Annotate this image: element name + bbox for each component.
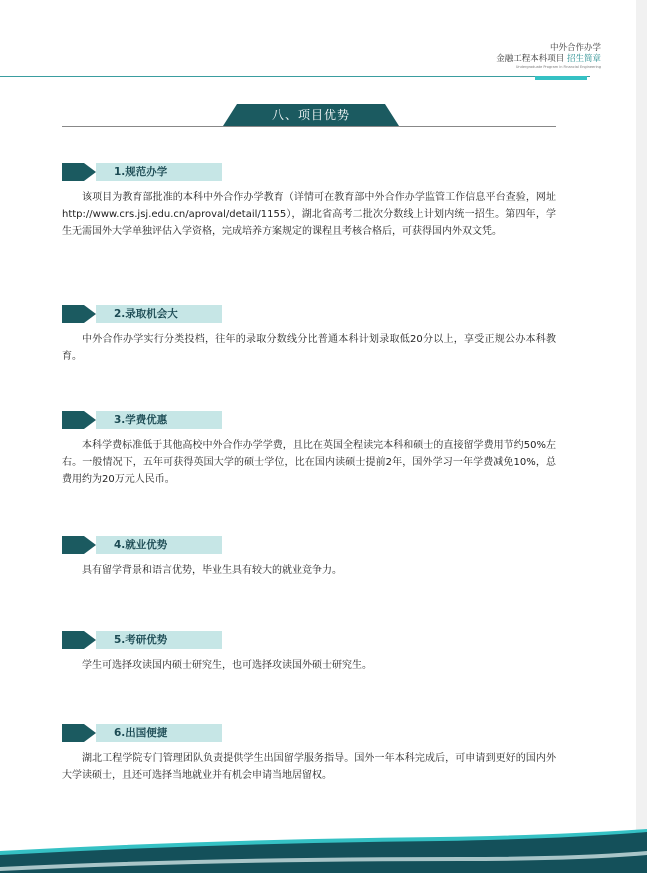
header-program-name: 金融工程本科项目 xyxy=(496,54,565,64)
advantage-item-5 xyxy=(62,631,556,674)
advantage-item-6 xyxy=(62,724,556,784)
arrow-icon xyxy=(62,631,96,649)
header-line-2 xyxy=(496,54,601,65)
arrow-icon xyxy=(62,536,96,554)
item-text: 该项目为教育部批准的本科中外合作办学教育（详情可在教育部中外合作办学监管工作信息平台查验，网址http://www.crs.jsj.edu.cn/aproval/detail/1155），湖北省高考二批次分数线上计划内统一招生。第四年，学生无需国外大学单独评估入学资格，完成培养方案规定的课程且考核合格后，可获得国内外双文凭。 xyxy=(62,192,556,237)
item-title: 6.出国便捷 xyxy=(96,724,222,742)
advantage-item-1 xyxy=(62,163,556,240)
header-brochure-label: 招生简章 xyxy=(566,54,601,64)
header-english-subtitle: Undergraduate Program in Financial Engineering xyxy=(515,65,601,69)
arrow-icon xyxy=(62,163,96,181)
item-title: 3.学费优惠 xyxy=(96,411,222,429)
section-banner xyxy=(223,104,399,126)
item-title: 4.就业优势 xyxy=(96,536,222,554)
advantage-item-4 xyxy=(62,536,556,579)
item-title: 5.考研优势 xyxy=(96,631,222,649)
item-title: 1.规范办学 xyxy=(96,163,222,181)
arrow-icon xyxy=(62,724,96,742)
item-title: 2.录取机会大 xyxy=(96,305,222,323)
section-divider xyxy=(62,126,556,127)
arrow-icon xyxy=(62,411,96,429)
item-text: 湖北工程学院专门管理团队负责提供学生出国留学服务指导。国外一年本科完成后，可申请到更好的国内外大学读硕士，且还可选择当地就业并有机会申请当地居留权。 xyxy=(62,753,556,781)
header-accent-bar xyxy=(535,76,587,80)
item-text: 学生可选择攻读国内硕士研究生，也可选择攻读国外硕士研究生。 xyxy=(82,660,372,671)
header-line-1: 中外合作办学 xyxy=(549,43,601,53)
advantage-item-2 xyxy=(62,305,556,365)
item-text: 具有留学背景和语言优势，毕业生具有较大的就业竞争力。 xyxy=(82,565,342,576)
brochure-header xyxy=(496,43,601,70)
section-title: 八、项目优势 xyxy=(271,108,350,122)
item-text: 本科学费标准低于其他高校中外合作办学学费，且比在英国全程读完本科和硕士的直接留学费用节约50%左右。一般情况下，五年可获得英国大学的硕士学位，比在国内读硕士提前2年，国外学习一年学费减免10%，总费用约为20万元人民币。 xyxy=(62,440,556,485)
page-edge-strip xyxy=(636,0,647,873)
header-divider xyxy=(0,76,590,77)
item-text: 中外合作办学实行分类投档，往年的录取分数线分比普通本科计划录取低20分以上，享受正规公办本科教育。 xyxy=(62,334,556,362)
advantage-item-3 xyxy=(62,411,556,488)
footer-wave-decoration xyxy=(0,827,647,873)
arrow-icon xyxy=(62,305,96,323)
